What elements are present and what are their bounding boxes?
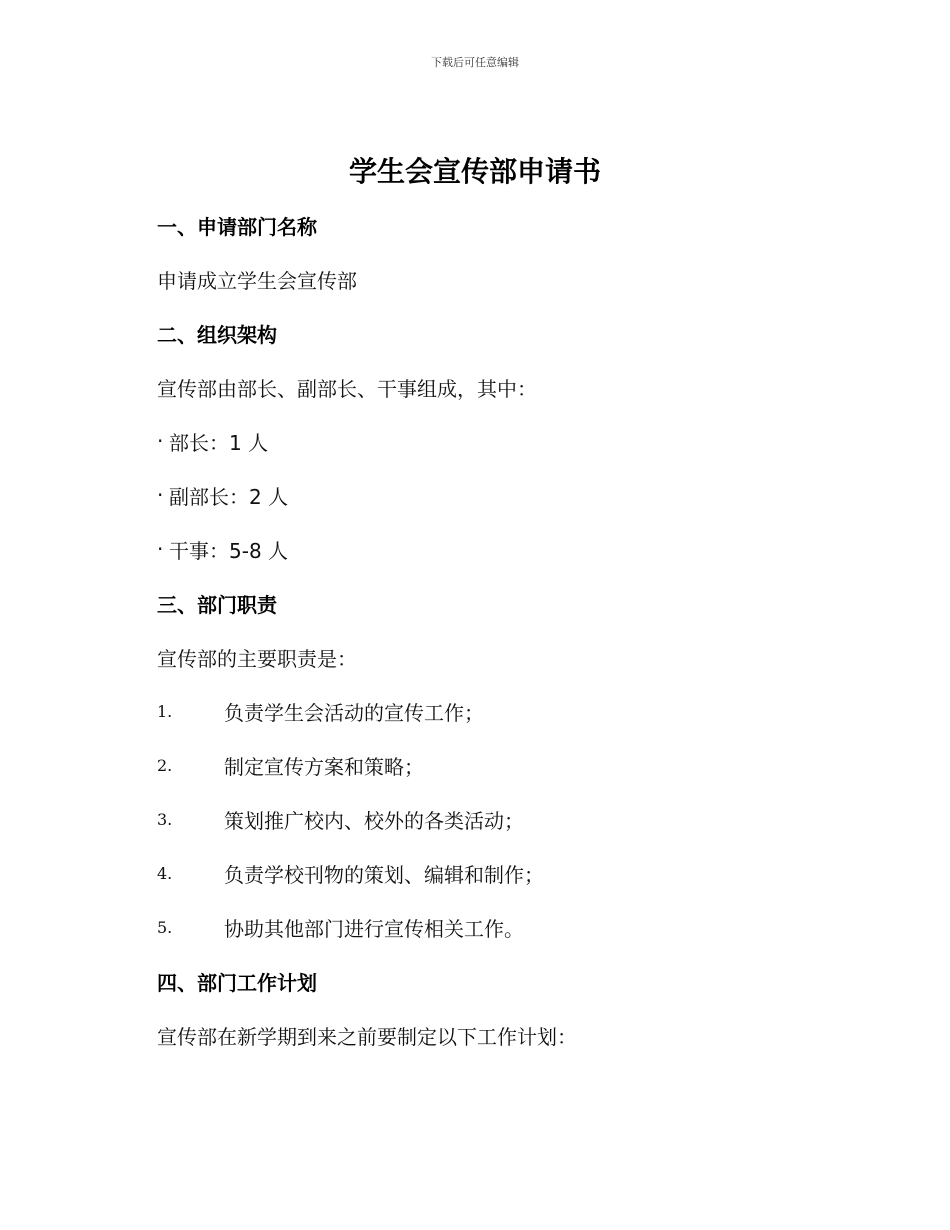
- bullet-text: 部长：1 人: [169, 430, 269, 455]
- item-text: 负责学生会活动的宣传工作；: [224, 700, 484, 725]
- bullet-text: 副部长：2 人: [169, 484, 289, 509]
- paragraph-work-plan-intro: 宣传部在新学期到来之前要制定以下工作计划：: [157, 1024, 577, 1049]
- paragraph-organization-intro: 宣传部由部长、副部长、干事组成，其中：: [157, 376, 537, 401]
- bullet-marker: ·: [157, 429, 164, 453]
- paragraph-department-name: 申请成立学生会宣传部: [157, 268, 357, 293]
- item-number: 3.: [157, 809, 173, 829]
- bullet-text: 干事：5-8 人: [169, 538, 289, 563]
- bullet-marker: ·: [157, 537, 164, 561]
- header-note: 下载后可任意编辑: [431, 56, 519, 69]
- item-text: 制定宣传方案和策略；: [224, 754, 424, 779]
- document-body: [157, 198, 857, 1062]
- numbered-item: [157, 738, 857, 792]
- bullet-item: [157, 522, 857, 576]
- section-heading-organization: 二、组织架构: [157, 322, 277, 347]
- paragraph-responsibilities-intro: 宣传部的主要职责是：: [157, 646, 357, 671]
- bullet-item: [157, 468, 857, 522]
- numbered-item: [157, 900, 857, 954]
- item-text: 策划推广校内、校外的各类活动；: [224, 808, 524, 833]
- bullet-item: [157, 414, 857, 468]
- section-heading-department-name: 一、申请部门名称: [157, 214, 317, 239]
- item-number: 1.: [157, 701, 173, 721]
- document-title: 学生会宣传部申请书: [348, 155, 601, 188]
- section-heading-responsibilities: 三、部门职责: [157, 592, 277, 617]
- numbered-item: [157, 846, 857, 900]
- item-number: 2.: [157, 755, 173, 775]
- item-text: 协助其他部门进行宣传相关工作。: [224, 916, 524, 941]
- section-heading-work-plan: 四、部门工作计划: [157, 970, 317, 995]
- bullet-marker: ·: [157, 483, 164, 507]
- numbered-item: [157, 684, 857, 738]
- item-number: 5.: [157, 917, 173, 937]
- numbered-item: [157, 792, 857, 846]
- item-number: 4.: [157, 863, 173, 883]
- item-text: 负责学校刊物的策划、编辑和制作；: [224, 862, 544, 887]
